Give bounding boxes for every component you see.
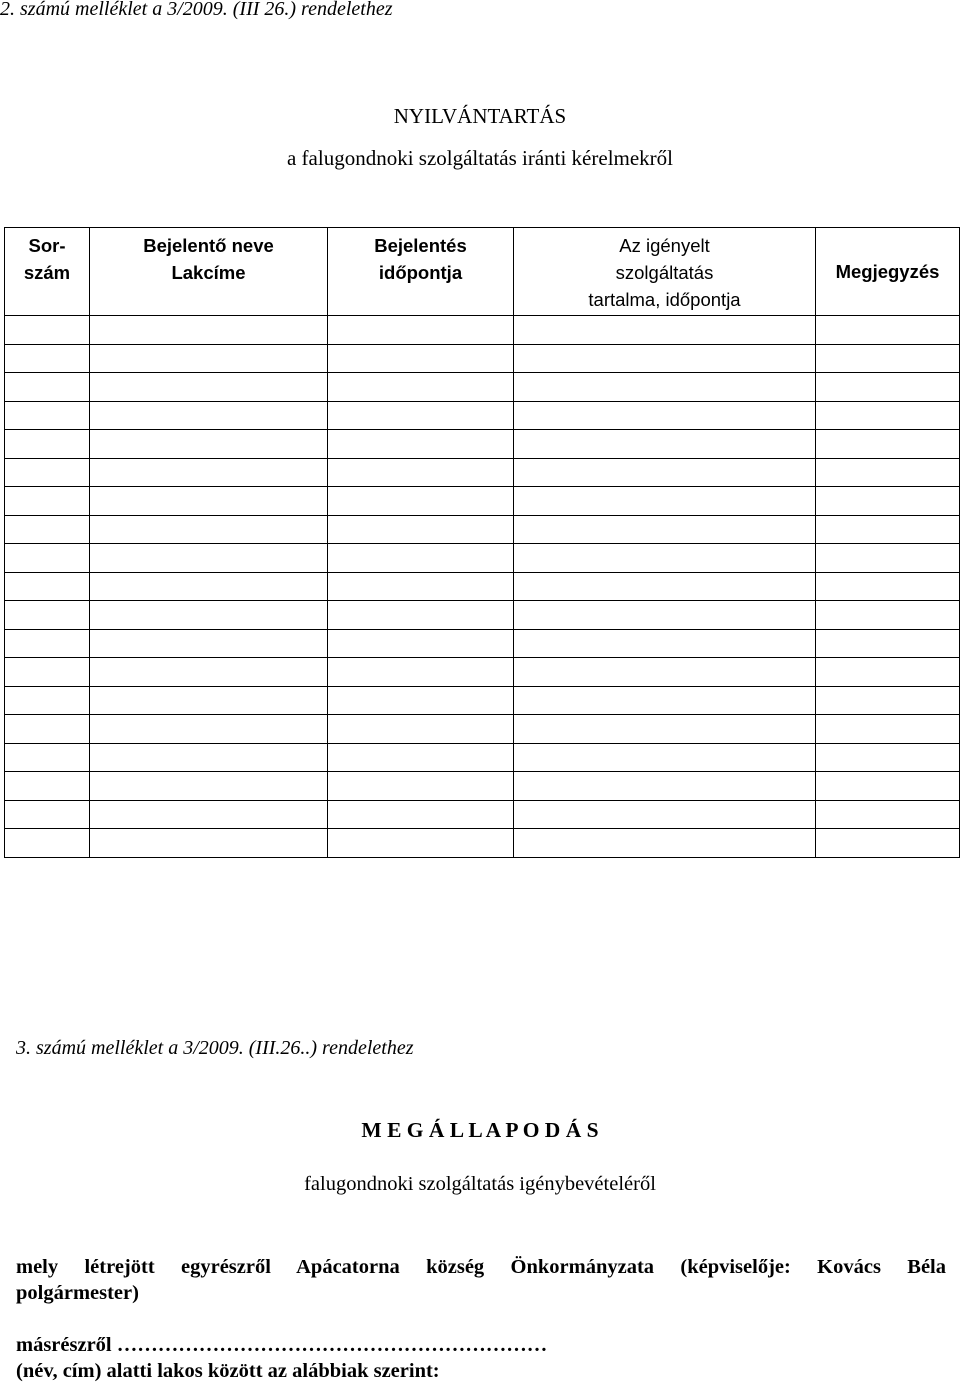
- column-header-service: [514, 228, 816, 316]
- register-cell: [5, 487, 90, 516]
- register-cell: [816, 601, 960, 630]
- register-cell: [328, 743, 514, 772]
- header-line: szolgáltatás: [615, 262, 714, 283]
- register-cell: [514, 572, 816, 601]
- register-cell: [90, 772, 328, 801]
- register-cell: [90, 458, 328, 487]
- register-cell: [514, 344, 816, 373]
- other-party-label: másrészről: [16, 1334, 112, 1356]
- annex2-reference: 2. számú melléklet a 3/2009. (III 26.) rendelethez: [0, 0, 393, 20]
- register-row: [5, 316, 960, 345]
- register-cell: [90, 800, 328, 829]
- register-cell: [328, 601, 514, 630]
- register-cell: [5, 544, 90, 573]
- register-cell: [5, 715, 90, 744]
- register-row: [5, 686, 960, 715]
- register-cell: [816, 686, 960, 715]
- register-cell: [5, 430, 90, 459]
- register-row: [5, 658, 960, 687]
- register-cell: [514, 487, 816, 516]
- register-row: [5, 800, 960, 829]
- register-cell: [90, 487, 328, 516]
- register-cell: [90, 601, 328, 630]
- register-cell: [5, 344, 90, 373]
- register-cell: [816, 572, 960, 601]
- agreement-parties-line2: polgármester): [16, 1282, 139, 1304]
- header-line: Sor-: [28, 235, 66, 256]
- register-cell: [90, 430, 328, 459]
- register-row: [5, 515, 960, 544]
- register-cell: [514, 829, 816, 858]
- register-cell: [816, 544, 960, 573]
- header-line: Az igényelt: [619, 235, 710, 256]
- register-cell: [514, 373, 816, 402]
- register-table: [4, 227, 960, 858]
- register-cell: [514, 715, 816, 744]
- register-cell: [816, 344, 960, 373]
- register-cell: [816, 629, 960, 658]
- register-cell: [328, 373, 514, 402]
- register-cell: [90, 515, 328, 544]
- register-row: [5, 487, 960, 516]
- register-cell: [514, 686, 816, 715]
- annex3-reference: 3. számú melléklet a 3/2009. (III.26..) rendelethez: [16, 1037, 414, 1059]
- register-cell: [328, 515, 514, 544]
- register-cell: [90, 544, 328, 573]
- register-header-row: [5, 228, 960, 316]
- register-cell: [90, 629, 328, 658]
- register-cell: [816, 715, 960, 744]
- register-cell: [5, 686, 90, 715]
- register-cell: [514, 544, 816, 573]
- register-cell: [816, 800, 960, 829]
- register-body: [5, 316, 960, 858]
- register-cell: [328, 715, 514, 744]
- register-row: [5, 544, 960, 573]
- header-line: időpontja: [378, 262, 463, 283]
- register-row: [5, 772, 960, 801]
- register-cell: [328, 458, 514, 487]
- column-header-serial: [5, 228, 90, 316]
- register-row: [5, 829, 960, 858]
- register-cell: [5, 658, 90, 687]
- register-cell: [90, 316, 328, 345]
- agreement-title: M E G Á L L A P O D Á S: [361, 1118, 599, 1142]
- register-cell: [5, 829, 90, 858]
- register-cell: [5, 316, 90, 345]
- register-cell: [328, 344, 514, 373]
- register-cell: [5, 800, 90, 829]
- register-cell: [5, 401, 90, 430]
- header-line: Bejelentő neve: [143, 235, 274, 256]
- register-cell: [328, 544, 514, 573]
- register-cell: [514, 458, 816, 487]
- register-cell: [328, 430, 514, 459]
- agreement-parties-line1: mely létrejött egyrészről Apácatorna község Önkormányzata (képviselője: Kovács Béla: [16, 1256, 946, 1278]
- register-cell: [816, 458, 960, 487]
- header-line: Megjegyzés: [835, 261, 940, 282]
- register-cell: [5, 373, 90, 402]
- register-cell: [5, 515, 90, 544]
- register-cell: [5, 572, 90, 601]
- register-cell: [816, 487, 960, 516]
- other-party-line: [16, 1334, 547, 1357]
- register-cell: [90, 715, 328, 744]
- header-line: Bejelentés: [374, 235, 467, 256]
- register-cell: [90, 658, 328, 687]
- register-cell: [328, 772, 514, 801]
- register-cell: [816, 829, 960, 858]
- register-cell: [514, 430, 816, 459]
- register-cell: [90, 686, 328, 715]
- register-row: [5, 629, 960, 658]
- register-cell: [514, 601, 816, 630]
- register-cell: [328, 401, 514, 430]
- register-cell: [328, 658, 514, 687]
- other-party-line2: (név, cím) alatti lakos között az alábbiak szerint:: [16, 1360, 440, 1382]
- register-cell: [816, 743, 960, 772]
- register-cell: [816, 316, 960, 345]
- register-cell: [816, 515, 960, 544]
- register-row: [5, 373, 960, 402]
- register-cell: [514, 800, 816, 829]
- register-cell: [514, 772, 816, 801]
- register-row: [5, 458, 960, 487]
- register-cell: [90, 829, 328, 858]
- register-cell: [5, 629, 90, 658]
- register-cell: [90, 743, 328, 772]
- agreement-subtitle: falugondnoki szolgáltatás igénybevételéről: [304, 1173, 656, 1195]
- register-row: [5, 401, 960, 430]
- register-cell: [816, 401, 960, 430]
- register-row: [5, 430, 960, 459]
- other-party-blank: ………………………………………………………: [116, 1334, 548, 1356]
- register-cell: [328, 487, 514, 516]
- register-cell: [90, 344, 328, 373]
- register-title: NYILVÁNTARTÁS: [393, 104, 567, 128]
- header-line: tartalma, időpontja: [588, 289, 741, 310]
- register-row: [5, 715, 960, 744]
- column-header-requester: [90, 228, 328, 316]
- register-cell: [5, 458, 90, 487]
- register-cell: [328, 629, 514, 658]
- register-row: [5, 344, 960, 373]
- register-cell: [5, 772, 90, 801]
- register-cell: [816, 772, 960, 801]
- register-cell: [514, 743, 816, 772]
- register-row: [5, 601, 960, 630]
- register-cell: [514, 658, 816, 687]
- register-cell: [514, 401, 816, 430]
- register-cell: [514, 515, 816, 544]
- register-cell: [90, 373, 328, 402]
- register-cell: [328, 800, 514, 829]
- register-subtitle: a falugondnoki szolgáltatás iránti kérelmekről: [286, 146, 674, 170]
- header-line: szám: [23, 262, 71, 283]
- register-cell: [514, 316, 816, 345]
- register-cell: [816, 373, 960, 402]
- register-cell: [328, 686, 514, 715]
- register-cell: [328, 316, 514, 345]
- register-cell: [816, 430, 960, 459]
- register-cell: [514, 629, 816, 658]
- register-cell: [328, 829, 514, 858]
- register-cell: [90, 572, 328, 601]
- register-cell: [5, 601, 90, 630]
- register-cell: [5, 743, 90, 772]
- column-header-request-date: [328, 228, 514, 316]
- register-cell: [816, 658, 960, 687]
- register-cell: [90, 401, 328, 430]
- header-line: Lakcíme: [171, 262, 246, 283]
- register-row: [5, 743, 960, 772]
- register-cell: [328, 572, 514, 601]
- register-row: [5, 572, 960, 601]
- column-header-notes: [816, 228, 960, 316]
